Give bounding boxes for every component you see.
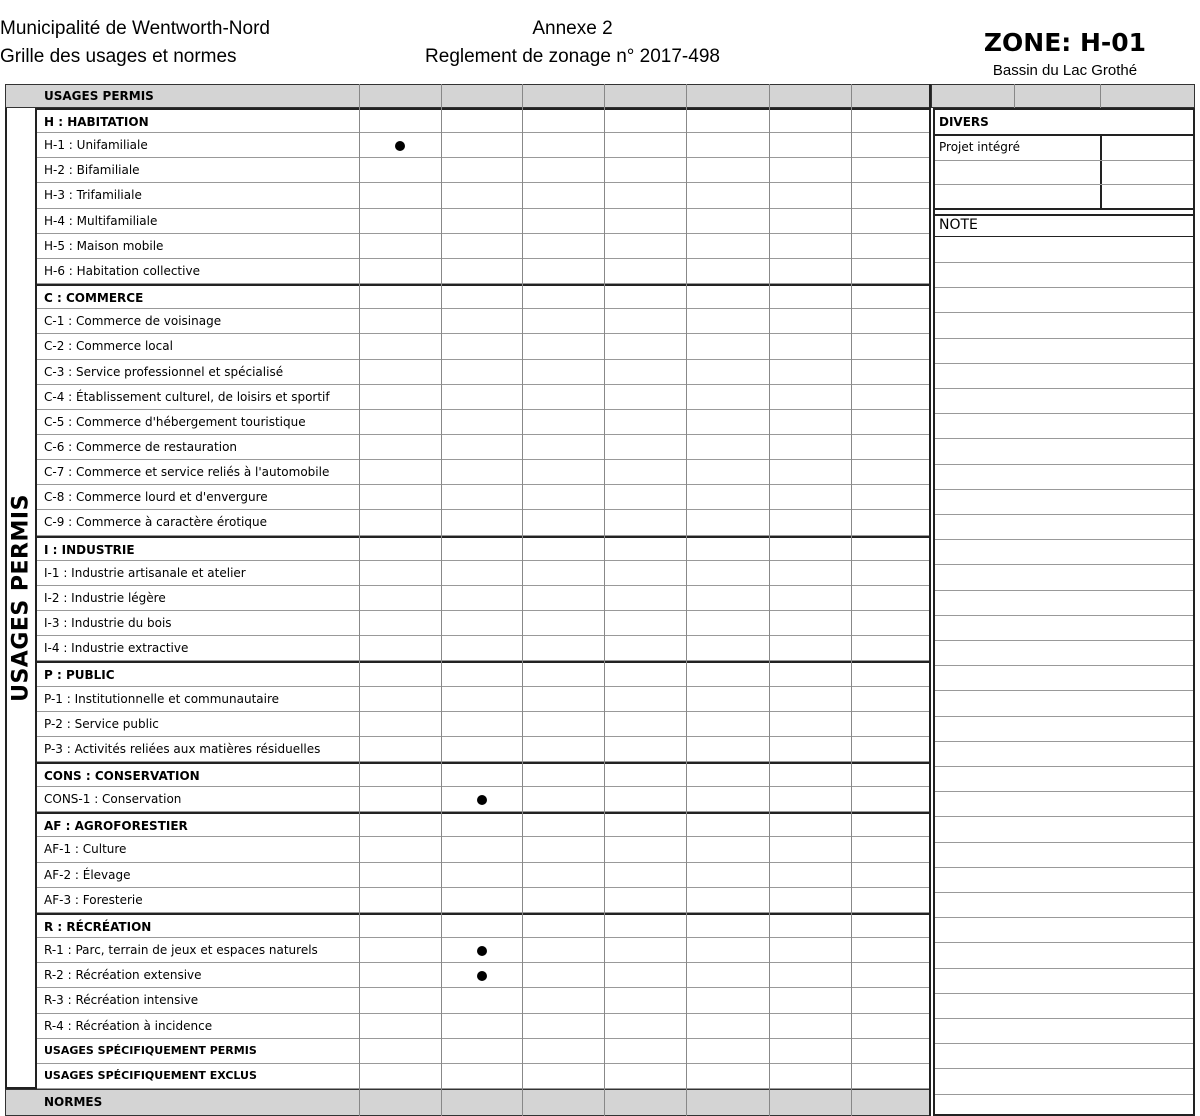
row-label: C-8 : Commerce lourd et d'envergure <box>44 490 268 505</box>
row-label: AF-2 : Élevage <box>44 867 131 882</box>
note-line <box>935 438 1193 439</box>
grid-subtitle: Grille des usages et normes <box>0 46 237 67</box>
row-label: R-3 : Récréation intensive <box>44 993 199 1008</box>
note-line <box>935 942 1193 943</box>
row-label: I-4 : Industrie extractive <box>44 641 189 656</box>
row-label: I-3 : Industrie du bois <box>44 616 172 631</box>
note-line <box>935 867 1193 868</box>
normes-band <box>5 1089 931 1116</box>
note-line <box>935 917 1193 918</box>
divers-row-line <box>935 184 1193 185</box>
divers-header <box>935 110 1193 136</box>
column-line <box>359 84 360 1116</box>
note-line <box>935 640 1193 641</box>
row-label: C-5 : Commerce d'hébergement touristique <box>44 414 306 429</box>
projet-integre-label: Projet intégré <box>939 140 1020 154</box>
divers-divider <box>1100 136 1102 210</box>
column-line <box>769 84 770 1116</box>
row-label: H-2 : Bifamiliale <box>44 163 140 178</box>
usages-permis-band-label: USAGES PERMIS <box>44 89 154 103</box>
note-line <box>935 1043 1193 1044</box>
note-line <box>935 690 1193 691</box>
note-line <box>935 388 1193 389</box>
permitted-dot <box>477 795 487 805</box>
usage-row <box>37 988 931 1013</box>
row-label: C-7 : Commerce et service reliés à l'automobile <box>44 465 330 480</box>
usage-row <box>37 158 931 183</box>
note-line <box>935 1094 1193 1095</box>
zone-title: ZONE: H-01 <box>983 28 1147 57</box>
group-row <box>37 108 931 133</box>
row-label: R-4 : Récréation à incidence <box>44 1018 213 1033</box>
row-label: C-2 : Commerce local <box>44 339 173 354</box>
note-line <box>935 262 1193 263</box>
row-label: CONS : CONSERVATION <box>44 769 200 783</box>
group-row <box>37 661 931 686</box>
usage-row <box>37 334 931 359</box>
row-label: R-2 : Récréation extensive <box>44 968 202 983</box>
note-line <box>935 816 1193 817</box>
group-row <box>37 284 931 309</box>
usages-permis-band <box>5 84 931 108</box>
row-label: I-1 : Industrie artisanale et atelier <box>44 565 246 580</box>
usage-row <box>37 510 931 535</box>
row-label: AF-1 : Culture <box>44 842 127 857</box>
usage-row <box>37 209 931 234</box>
row-label: H : HABITATION <box>44 115 149 129</box>
column-line <box>1014 84 1015 108</box>
note-line <box>935 892 1193 893</box>
group-row <box>37 913 931 938</box>
row-label: H-5 : Maison mobile <box>44 238 164 253</box>
usage-row <box>37 259 931 284</box>
usage-row <box>37 485 931 510</box>
usage-row <box>37 410 931 435</box>
usage-row <box>37 888 931 913</box>
usage-row <box>37 133 931 158</box>
row-label: P-2 : Service public <box>44 716 159 731</box>
divers-bottom <box>935 208 1193 210</box>
usage-row <box>37 234 931 259</box>
note-line <box>935 363 1193 364</box>
row-label: C-6 : Commerce de restauration <box>44 440 238 454</box>
row-label: R-1 : Parc, terrain de jeux et espaces naturels <box>44 943 318 958</box>
group-row <box>37 812 931 837</box>
permitted-dot <box>395 141 405 151</box>
group-row <box>37 536 931 561</box>
usage-row <box>37 360 931 385</box>
note-line <box>935 489 1193 490</box>
usage-row <box>37 183 931 208</box>
note-line <box>935 1068 1193 1069</box>
usage-row <box>37 309 931 334</box>
vertical-section-label <box>5 108 37 1089</box>
usage-row <box>37 712 931 737</box>
usage-row <box>37 837 931 862</box>
note-line <box>935 791 1193 792</box>
note-line <box>935 968 1193 969</box>
note-line <box>935 993 1193 994</box>
column-line <box>851 84 852 1116</box>
divers-label: DIVERS <box>939 115 989 129</box>
normes-band-label: NORMES <box>44 1095 103 1109</box>
row-label: CONS-1 : Conservation <box>44 792 182 807</box>
note-top <box>935 214 1193 216</box>
note-line <box>935 464 1193 465</box>
row-label: H-4 : Multifamiliale <box>44 213 158 228</box>
usage-row <box>37 1014 931 1039</box>
group-row <box>37 762 931 787</box>
row-label: H-3 : Trifamiliale <box>44 188 142 203</box>
note-line <box>935 665 1193 666</box>
right-panel <box>933 108 1195 1116</box>
usage-row <box>37 611 931 636</box>
row-label: H-6 : Habitation collective <box>44 263 200 278</box>
note-line <box>935 741 1193 742</box>
note-line <box>935 842 1193 843</box>
note-line <box>935 287 1193 288</box>
note-label: NOTE <box>939 217 978 233</box>
row-label: C-9 : Commerce à caractère érotique <box>44 515 267 530</box>
row-label: AF-3 : Foresterie <box>44 892 143 907</box>
annex-title: Annexe 2 <box>532 18 613 39</box>
usage-row <box>37 586 931 611</box>
grid-right-border <box>929 84 931 1116</box>
row-label: C-1 : Commerce de voisinage <box>44 314 222 329</box>
note-line <box>935 590 1193 591</box>
municipality-name: Municipalité de Wentworth-Nord <box>0 18 270 39</box>
permitted-dot <box>477 946 487 956</box>
column-line <box>604 84 605 1116</box>
row-label: P-3 : Activités reliées aux matières résiduelles <box>44 741 321 756</box>
note-header-line <box>935 236 1193 237</box>
note-line <box>935 312 1193 313</box>
column-line <box>686 84 687 1116</box>
row-label: P-1 : Institutionnelle et communautaire <box>44 691 280 706</box>
usage-row <box>37 561 931 586</box>
specific-usage-row <box>37 1039 931 1064</box>
row-label: C-3 : Service professionnel et spécialisé <box>44 364 284 379</box>
row-label: I-2 : Industrie légère <box>44 590 166 605</box>
right-top-band <box>931 84 1195 108</box>
note-line <box>935 766 1193 767</box>
usage-row <box>37 385 931 410</box>
row-label: USAGES SPÉCIFIQUEMENT PERMIS <box>44 1043 257 1057</box>
row-label: R : RÉCRÉATION <box>44 919 152 934</box>
row-label: AF : AGROFORESTIER <box>44 819 188 834</box>
specific-usage-row <box>37 1064 931 1089</box>
column-line <box>1100 84 1101 108</box>
usage-row <box>37 687 931 712</box>
row-label: USAGES SPÉCIFIQUEMENT EXCLUS <box>44 1068 257 1082</box>
note-line <box>935 716 1193 717</box>
header-center <box>380 15 765 71</box>
note-line <box>935 1018 1193 1019</box>
usage-row <box>37 435 931 460</box>
basin-name: Bassin du Lac Grothé <box>992 62 1138 79</box>
note-line <box>935 615 1193 616</box>
row-label: C : COMMERCE <box>44 291 144 306</box>
permitted-dot <box>477 971 487 981</box>
note-line <box>935 564 1193 565</box>
column-line <box>522 84 523 1116</box>
column-line <box>441 84 442 1116</box>
row-label: I : INDUSTRIE <box>44 542 135 557</box>
regulation-title: Reglement de zonage n° 2017-498 <box>425 46 720 67</box>
row-label: C-4 : Établissement culturel, de loisirs et sportif <box>44 389 330 404</box>
note-line <box>935 539 1193 540</box>
note-line <box>935 514 1193 515</box>
vertical-usages-permis: USAGES PERMIS <box>8 493 34 702</box>
usage-row <box>37 863 931 888</box>
usage-row <box>37 636 931 661</box>
usage-row <box>37 460 931 485</box>
row-label: H-1 : Unifamiliale <box>44 138 148 153</box>
note-line <box>935 413 1193 414</box>
header-left <box>0 15 270 71</box>
usage-row <box>37 737 931 762</box>
note-line <box>935 338 1193 339</box>
divers-row-line <box>935 160 1193 161</box>
row-label: P : PUBLIC <box>44 668 115 683</box>
